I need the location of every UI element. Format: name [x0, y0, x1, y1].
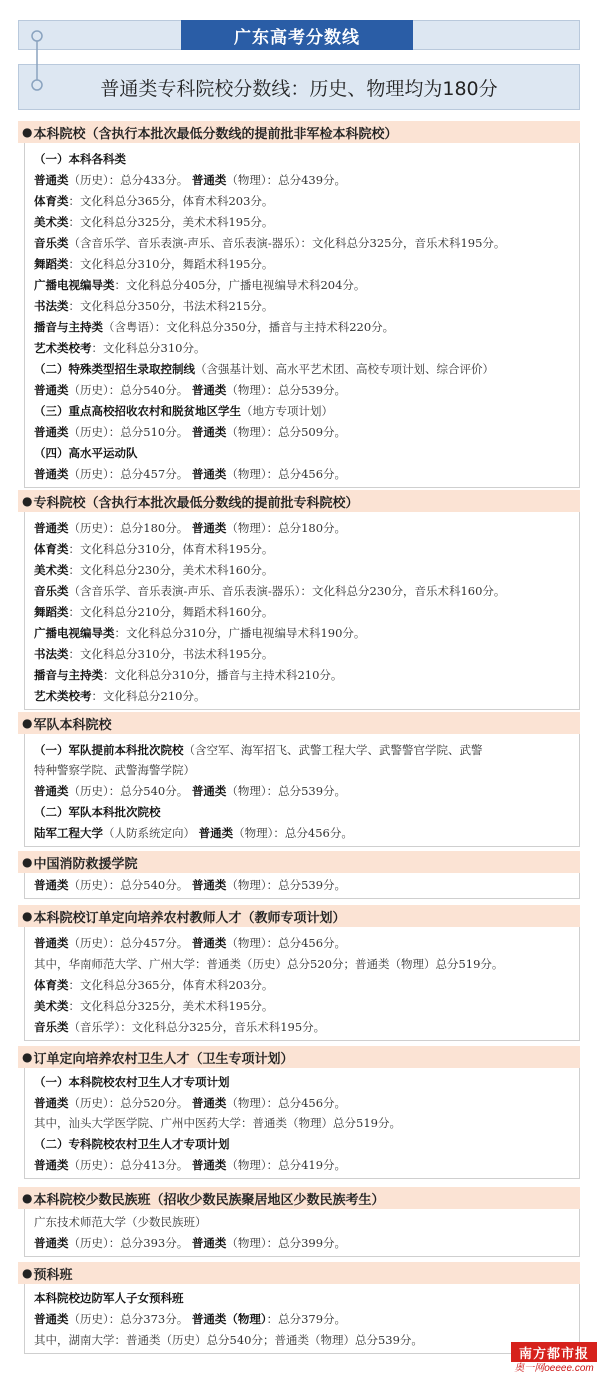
score-line — [34, 583, 505, 599]
category-label: 陆军工程大学 — [34, 826, 103, 840]
category-label: （四）高水平运动队 — [34, 446, 138, 460]
section-heading-text: 军队本科院校 — [33, 717, 112, 733]
score-line — [34, 277, 365, 293]
logo-text: 南方都市报 — [511, 1342, 597, 1362]
section-heading-text: 订单定向培养农村卫生人才（卫生专项计划） — [33, 1051, 294, 1067]
score-line — [34, 1332, 423, 1348]
category-label: 书法类 — [34, 647, 69, 661]
category-label: 普通类（物理） — [191, 1312, 267, 1326]
category-label: （一）本科院校农村卫生人才专项计划 — [34, 1075, 230, 1089]
score-text: ：文化科总分310分，广播电视编导术科190分。 — [114, 626, 366, 640]
category-label: 美术类 — [34, 215, 69, 229]
category-label: 舞蹈类 — [34, 257, 69, 271]
category-label: 音乐类 — [34, 584, 69, 598]
category-label: 普通类 — [191, 383, 227, 397]
score-line — [34, 956, 503, 972]
score-text: ：文化科总分365分，体育术科203分。 — [68, 194, 274, 208]
score-text: ：总分379分。 — [266, 1312, 347, 1326]
category-label: （三）重点高校招收农村和脱贫地区学生 — [34, 404, 241, 418]
score-line — [34, 646, 273, 662]
category-label: （二）军队本科批次院校 — [34, 805, 161, 819]
score-line — [34, 256, 273, 272]
category-label: 普通类 — [191, 1236, 227, 1250]
score-text: （物理）：总分439分。 — [226, 173, 347, 187]
category-label: （一）军队提前本科批次院校 — [34, 743, 184, 757]
category-label: 艺术类校考 — [34, 689, 92, 703]
score-line — [34, 340, 205, 356]
score-text: （物理）：总分509分。 — [226, 425, 347, 439]
score-line — [34, 235, 505, 251]
header — [18, 20, 580, 110]
score-text: ：文化科总分310分。 — [91, 341, 206, 355]
section-heading-text: 专科院校（含执行本批次最低分数线的提前批专科院校） — [33, 495, 359, 511]
category-label: 播音与主持类 — [34, 668, 103, 682]
category-label: 普通类 — [191, 467, 227, 481]
category-label: 普通类 — [198, 826, 234, 840]
category-label: 普通类 — [34, 425, 69, 439]
score-text: （物理）：总分456分。 — [233, 826, 353, 840]
section-heading-text: 中国消防救援学院 — [33, 856, 138, 872]
category-label: 普通类 — [34, 1096, 69, 1110]
score-text: （含强基计划、高水平艺术团、高校专项计划、综合评价） — [195, 362, 494, 376]
score-line — [34, 361, 494, 377]
category-label: 普通类 — [34, 467, 69, 481]
category-label: （一）本科各科类 — [34, 152, 126, 166]
score-text: （含音乐学、音乐表演-声乐、音乐表演-器乐）：文化科总分325分，音乐术科195分。 — [68, 236, 506, 250]
score-line — [34, 935, 346, 951]
page-title: 广东高考分数线 — [181, 20, 413, 50]
score-text: （物理）：总分539分。 — [226, 784, 347, 798]
score-line — [34, 172, 346, 188]
score-text: （含空军、海军招飞、武警工程大学、武警警官学院、武警 — [183, 743, 483, 757]
category-label: 书法类 — [34, 299, 69, 313]
bullet-icon: ● — [22, 909, 33, 923]
score-line — [34, 298, 273, 314]
score-line — [34, 214, 273, 230]
category-label: 播音与主持类 — [34, 320, 103, 334]
score-text: ：文化科总分405分，广播电视编导术科204分。 — [114, 278, 366, 292]
score-line — [34, 445, 138, 461]
score-text: （历史）：总分510分。 — [68, 425, 192, 439]
category-label: 普通类 — [191, 173, 227, 187]
score-line — [34, 877, 346, 893]
score-line — [34, 1311, 346, 1327]
category-label: 舞蹈类 — [34, 605, 69, 619]
category-label: 普通类 — [34, 936, 69, 950]
category-label: 广播电视编导类 — [34, 626, 115, 640]
category-label: 普通类 — [34, 1158, 69, 1172]
score-line — [34, 688, 205, 704]
category-label: 艺术类校考 — [34, 341, 92, 355]
score-line — [34, 466, 346, 482]
score-text: （历史）：总分457分。 — [68, 936, 192, 950]
score-line — [34, 1095, 346, 1111]
newspaper-logo — [511, 1342, 597, 1376]
bullet-icon: ● — [22, 1266, 33, 1280]
section-heading — [18, 712, 580, 734]
score-text: （历史）：总分413分。 — [68, 1158, 192, 1172]
score-text: （历史）：总分540分。 — [68, 383, 192, 397]
score-text: （物理）：总分456分。 — [226, 467, 347, 481]
category-label: 音乐类 — [34, 236, 69, 250]
score-text: （历史）：总分540分。 — [68, 878, 192, 892]
category-label: 体育类 — [34, 542, 69, 556]
score-text: （历史）：总分433分。 — [68, 173, 192, 187]
score-line — [34, 604, 273, 620]
score-text: （历史）：总分520分。 — [68, 1096, 192, 1110]
score-text: （地方专项计划） — [241, 404, 333, 418]
score-text: ：文化科总分210分。 — [91, 689, 206, 703]
category-label: 美术类 — [34, 999, 69, 1013]
score-text: （音乐学）：文化科总分325分，音乐术科195分。 — [68, 1020, 326, 1034]
section-heading — [18, 490, 580, 512]
score-text: ：文化科总分310分，体育术科195分。 — [68, 542, 274, 556]
category-label: 美术类 — [34, 563, 69, 577]
category-label: 普通类 — [34, 521, 69, 535]
score-line — [34, 1235, 346, 1251]
score-line — [34, 742, 483, 758]
category-label: 音乐类 — [34, 1020, 69, 1034]
score-line — [34, 193, 273, 209]
section-heading — [18, 851, 580, 873]
score-text: ：文化科总分310分，舞蹈术科195分。 — [68, 257, 274, 271]
category-label: 普通类 — [191, 936, 227, 950]
bullet-icon: ● — [22, 1191, 33, 1205]
score-text: （物理）：总分539分。 — [226, 878, 347, 892]
score-text: （历史）：总分180分。 — [68, 521, 192, 535]
score-text: ：文化科总分325分，美术术科195分。 — [68, 215, 274, 229]
bullet-icon: ● — [22, 494, 33, 508]
score-line — [34, 151, 126, 167]
score-line — [34, 319, 394, 335]
category-label: 广播电视编导类 — [34, 278, 115, 292]
score-text: （含粤语）：文化科总分350分，播音与主持术科220分。 — [103, 320, 395, 334]
score-text: 其中，湖南大学：普通类（历史）总分540分；普通类（物理）总分539分。 — [34, 1333, 423, 1347]
score-line — [34, 1214, 207, 1230]
score-text: （历史）：总分457分。 — [68, 467, 192, 481]
score-line — [34, 520, 346, 536]
score-text: ：文化科总分230分，美术术科160分。 — [68, 563, 274, 577]
score-line — [34, 541, 273, 557]
logo-site: 奥一网oeeee.com — [514, 1363, 594, 1374]
category-label: 普通类 — [191, 1158, 227, 1172]
score-text: 其中，汕头大学医学院、广州中医药大学：普通类（物理）总分519分。 — [34, 1116, 401, 1130]
category-label: 体育类 — [34, 194, 69, 208]
score-text: （物理）：总分419分。 — [226, 1158, 347, 1172]
score-line — [34, 783, 346, 799]
category-label: 普通类 — [34, 784, 69, 798]
score-line — [34, 977, 273, 993]
section-heading — [18, 1046, 580, 1068]
score-text: ：文化科总分310分，播音与主持术科210分。 — [103, 668, 343, 682]
score-text: （含音乐学、音乐表演-声乐、音乐表演-器乐）：文化科总分230分，音乐术科160分。 — [68, 584, 506, 598]
section-heading — [18, 905, 580, 927]
score-text: （物理）：总分180分。 — [226, 521, 347, 535]
score-text: ：文化科总分310分，书法术科195分。 — [68, 647, 274, 661]
score-text: ：文化科总分365分，体育术科203分。 — [68, 978, 274, 992]
score-line — [34, 382, 346, 398]
category-label: 普通类 — [191, 784, 227, 798]
score-text: （物理）：总分399分。 — [226, 1236, 347, 1250]
bullet-icon: ● — [22, 716, 33, 730]
score-line — [34, 1290, 184, 1306]
category-label: （二）特殊类型招生录取控制线 — [34, 362, 195, 376]
score-text: ：文化科总分350分，书法术科215分。 — [68, 299, 274, 313]
score-line — [34, 562, 273, 578]
score-line — [34, 403, 333, 419]
score-line — [34, 1136, 230, 1152]
bullet-icon: ● — [22, 1050, 33, 1064]
score-line — [34, 825, 353, 841]
score-line — [34, 1074, 230, 1090]
score-text: （物理）：总分539分。 — [226, 383, 347, 397]
category-label: 普通类 — [34, 1236, 69, 1250]
score-text: （物理）：总分456分。 — [226, 1096, 347, 1110]
section-heading — [18, 1262, 580, 1284]
category-label: 普通类 — [34, 383, 69, 397]
bullet-icon: ● — [22, 855, 33, 869]
category-label: 本科院校边防军人子女预科班 — [34, 1291, 184, 1305]
category-label: 体育类 — [34, 978, 69, 992]
score-text: 特种警察学院、武警海警学院） — [34, 763, 195, 777]
category-label: 普通类 — [191, 878, 227, 892]
bullet-icon: ● — [22, 125, 33, 139]
score-text: 广东技术师范大学（少数民族班） — [34, 1215, 207, 1229]
score-line — [34, 804, 161, 820]
score-text: （人防系统定向） — [103, 826, 199, 840]
section-heading-text: 本科院校（含执行本批次最低分数线的提前批非军检本科院校） — [33, 126, 398, 142]
category-label: （二）专科院校农村卫生人才专项计划 — [34, 1137, 230, 1151]
score-line — [34, 762, 195, 778]
score-line — [34, 667, 342, 683]
score-line — [34, 1019, 325, 1035]
score-text: （历史）：总分540分。 — [68, 784, 192, 798]
score-text: ：文化科总分210分，舞蹈术科160分。 — [68, 605, 274, 619]
score-line — [34, 998, 273, 1014]
score-text: 其中，华南师范大学、广州大学：普通类（历史）总分520分；普通类（物理）总分519分。 — [34, 957, 504, 971]
binder-clip-icon — [28, 30, 46, 92]
section-heading-text: 本科院校订单定向培养农村教师人才（教师专项计划） — [33, 910, 346, 926]
score-text: （历史）：总分393分。 — [68, 1236, 192, 1250]
category-label: 普通类 — [34, 1312, 69, 1326]
category-label: 普通类 — [34, 878, 69, 892]
category-label: 普通类 — [191, 425, 227, 439]
score-line — [34, 1115, 401, 1131]
score-text: （物理）：总分456分。 — [226, 936, 347, 950]
category-label: 普通类 — [191, 1096, 227, 1110]
section-heading — [18, 1187, 580, 1209]
score-text: ：文化科总分325分，美术术科195分。 — [68, 999, 274, 1013]
section-heading — [18, 121, 580, 143]
category-label: 普通类 — [191, 521, 227, 535]
score-line — [34, 1157, 346, 1173]
category-label: 普通类 — [34, 173, 69, 187]
section-heading-text: 预科班 — [33, 1267, 73, 1283]
score-text: （历史）：总分373分。 — [68, 1312, 192, 1326]
section-heading-text: 本科院校少数民族班（招收少数民族聚居地区少数民族考生） — [33, 1192, 385, 1208]
score-line — [34, 424, 346, 440]
score-line — [34, 625, 365, 641]
page-subtitle: 普通类专科院校分数线：历史、物理均为180分 — [18, 64, 580, 110]
